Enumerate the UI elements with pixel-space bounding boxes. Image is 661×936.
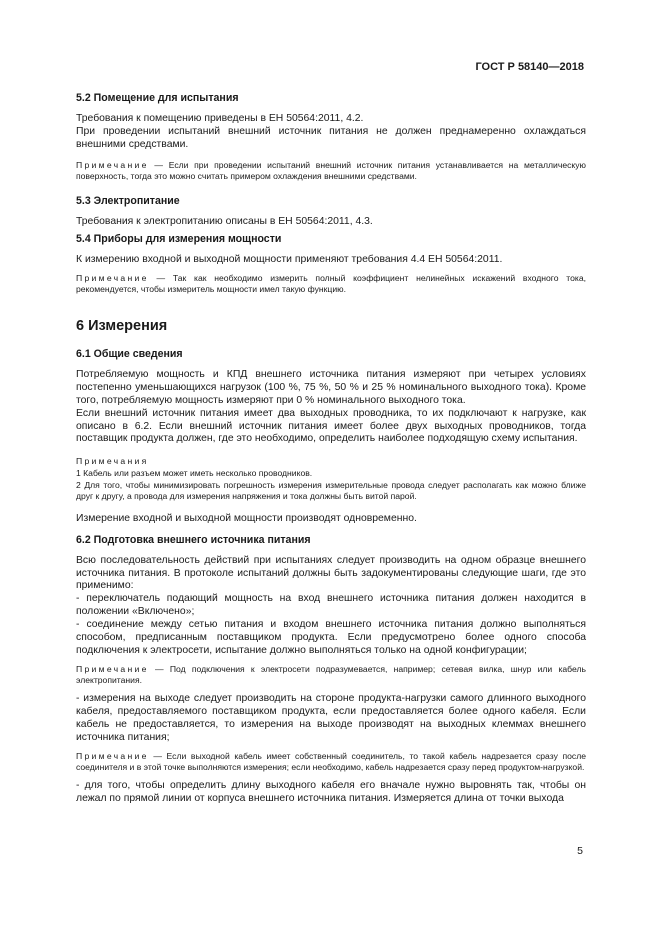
section-5-4-p1: К измерению входной и выходной мощности применяют требования 4.4 ЕН 50564:2011. [76, 253, 503, 265]
section-6-1-notes-label: Примечания [76, 456, 149, 467]
note-label: Примечание [76, 750, 149, 761]
section-5-4-note [76, 273, 586, 296]
section-6-2-note-1 [76, 664, 586, 687]
note-text: — Если выходной кабель имеет собственный соединитель, то такой кабель надрезается сразу после соединителя и в этой точке выполняются измерения; если необходимо, кабель надрезается сразу перед продуктом-нагрузкой. [76, 750, 586, 773]
document-id: ГОСТ Р 58140—2018 [475, 61, 584, 73]
section-6-2-p1: Всю последовательность действий при испытаниях следует производить на одном образце внешнего источника питания. В протоколе испытаний должны быть задокументированы следующие шаги, где это применимо: [76, 554, 586, 592]
section-6-1-note-1: 1 Кабель или разъем может иметь несколько проводников. [76, 467, 313, 478]
section-5-3-title: 5.3 Электропитание [76, 194, 180, 207]
note-text: — Так как необходимо измерить полный коэффициент нелинейных искажений входного тока, рекомендуется, чтобы измеритель мощности имел такую функцию. [76, 272, 586, 295]
section-6-1-p1: Потребляемую мощность и КПД внешнего источника питания измеряют при четырех условиях постепенно уменьшающихся нагрузок (100 %, 75 %, 50 % и 25 % номинального выходного тока). Кроме того, потребляемую мощность измеряют при 0 % номинального выходного тока. [76, 368, 586, 406]
note-label: Примечание [76, 272, 149, 283]
section-6-2-bullet-1: - переключатель подающий мощность на вход внешнего источника питания должен находится в положении «Включено»; [76, 593, 586, 618]
section-6-title: 6 Измерения [76, 317, 168, 334]
section-5-2-title: 5.2 Помещение для испытания [76, 92, 239, 104]
section-5-2-p1: Требования к помещению приведены в ЕН 50564:2011, 4.2. [76, 113, 364, 124]
section-6-1-p3: Измерение входной и выходной мощности производят одновременно. [76, 512, 417, 524]
section-6-2-bullet-2: - соединение между сетью питания и входом внешнего источника питания должно выполняться способом, предписанным поставщиком продукта. Если предусмотрено более одного способа подключения к электросети, испытание должно выполняться только на одной конфигурации; [76, 619, 586, 656]
section-5-3-p1: Требования к электропитанию описаны в ЕН 50564:2011, 4.3. [76, 215, 373, 227]
section-6-1-p2: Если внешний источник питания имеет два выходных проводника, то их подключают к нагрузке, как описано в 6.2. Если внешний источник питания имеет более двух выходных проводников, тогда поставщик продукта должен, где это необходимо, определить наиболее подходящую схему испытания. [76, 407, 586, 445]
note-label: Примечание [76, 663, 149, 674]
page-number: 5 [577, 845, 583, 857]
page-content [76, 92, 586, 806]
section-5-2-note [76, 160, 586, 183]
section-6-2-title: 6.2 Подготовка внешнего источника питания [76, 533, 311, 546]
section-5-4-title: 5.4 Приборы для измерения мощности [76, 232, 282, 245]
note-label: Примечание [76, 159, 149, 170]
section-6-1-note-2: 2 Для того, чтобы минимизировать погрешность измерения измерительные провода следует располагать как можно ближе друг к другу, а провода для измерения напряжения и тока должны быть витой парой. [76, 479, 586, 502]
note-text: — Под подключения к электросети подразумевается, например; сетевая вилка, шнур или кабель электропитания. [76, 663, 586, 686]
section-6-2-bullet-4: - для того, чтобы определить длину выходного кабеля его вначале нужно выровнять так, чтобы он лежал по прямой линии от корпуса внешнего источника питания. Измеряется длина от точки выхода [76, 779, 586, 804]
section-6-2-bullet-3: - измерения на выходе следует производить на стороне продукта-нагрузки самого длинного выходного кабеля, предоставляемого поставщиком продукта, если предоставляется более одного кабеля. Если кабель не предоставляется, то измерения на выходе производят на выходных клеммах внешнего источника питания; [76, 693, 586, 743]
note-text: — Если при проведении испытаний внешний источник питания устанавливается на металлическую поверхность, тогда это можно считать примером охлаждения внешними средствами. [76, 159, 586, 182]
section-6-2-note-2 [76, 751, 586, 774]
section-6-1-title: 6.1 Общие сведения [76, 347, 183, 360]
section-5-2-p2: При проведении испытаний внешний источник питания не должен преднамеренно охлаждаться внешними средствами. [76, 125, 586, 150]
